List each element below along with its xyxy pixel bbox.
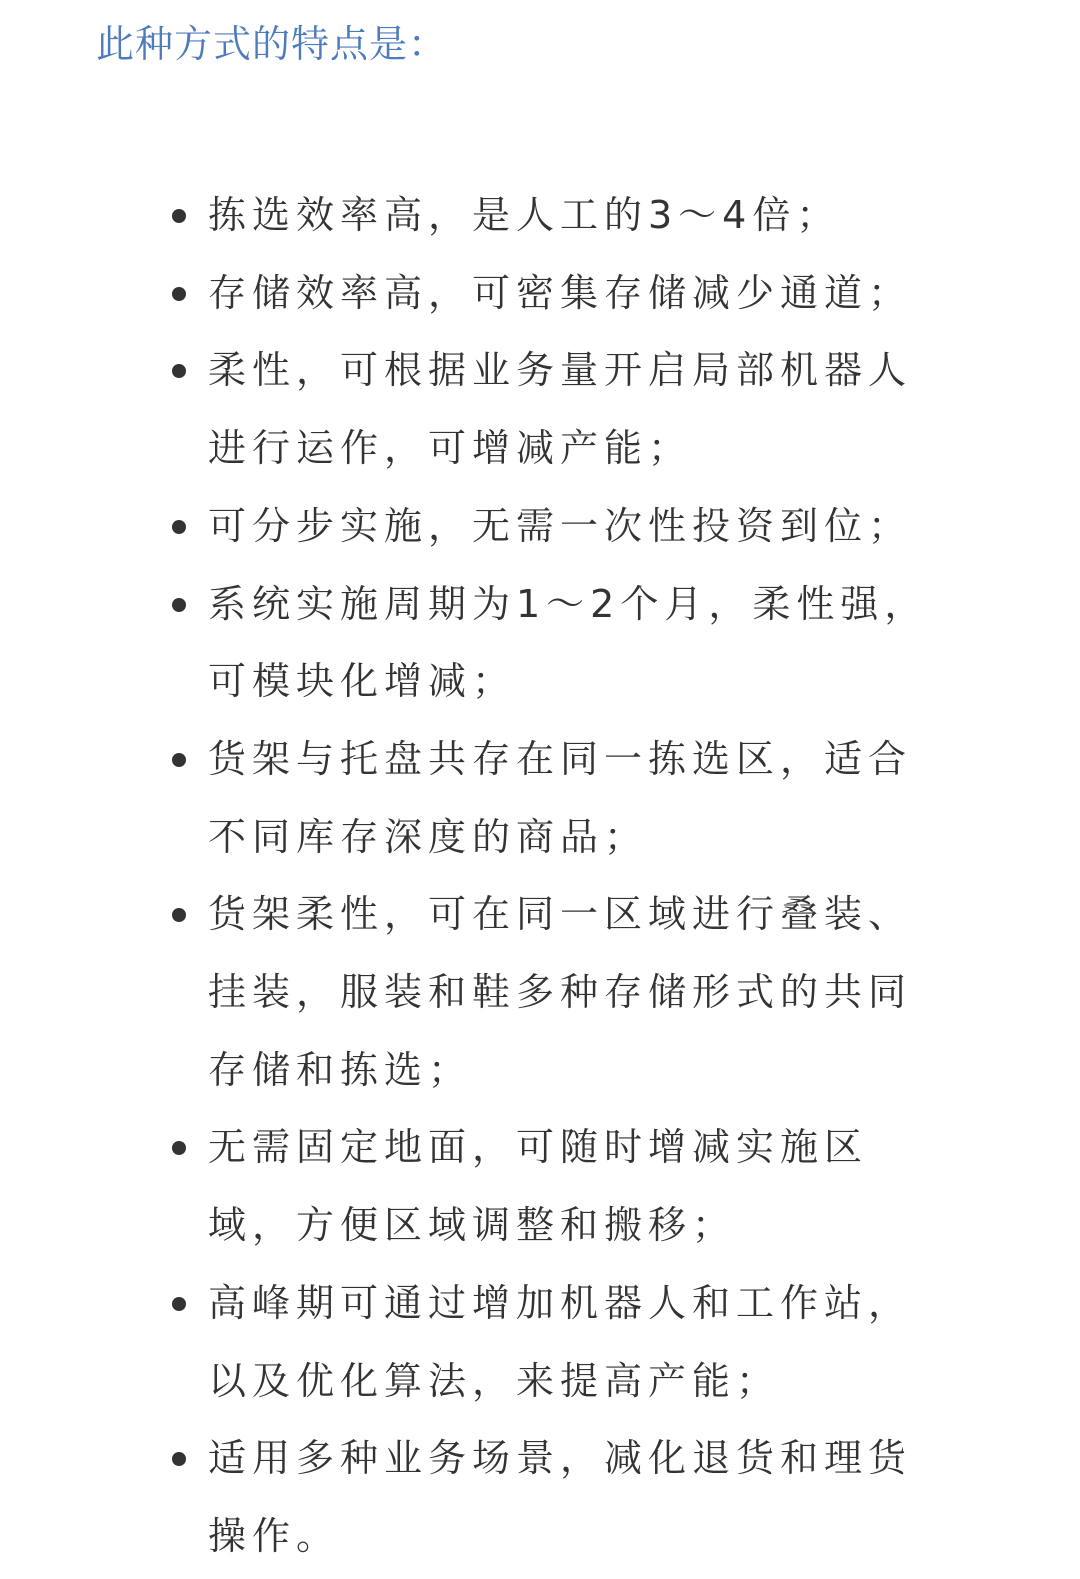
- bullet-icon: [172, 364, 186, 378]
- feature-text: 可模块化增减；: [208, 659, 517, 704]
- feature-item: [0, 876, 998, 1109]
- section-heading: 此种方式的特点是：: [96, 22, 448, 66]
- feature-item: [0, 566, 998, 721]
- feature-text: 货架柔性，可在同一区域进行叠装、: [208, 892, 913, 937]
- feature-text: 适用多种业务场景，减化退货和理货: [208, 1436, 913, 1481]
- feature-text: 货架与托盘共存在同一拣选区，适合: [208, 736, 913, 781]
- bullet-icon: [172, 1141, 186, 1155]
- feature-item: [0, 488, 998, 566]
- feature-text: 操作。: [208, 1513, 341, 1558]
- bullet-icon: [172, 209, 186, 223]
- bullet-icon: [172, 287, 186, 301]
- feature-text: 高峰期可通过增加机器人和工作站，: [208, 1280, 913, 1325]
- feature-text: 不同库存深度的商品；: [208, 814, 649, 859]
- bullet-icon: [172, 520, 186, 534]
- feature-list: [0, 177, 1080, 1576]
- feature-text: 挂装，服装和鞋多种存储形式的共同: [208, 970, 913, 1015]
- feature-item: [0, 1265, 998, 1420]
- feature-text: 拣选效率高，是人工的3～4倍；: [208, 193, 841, 237]
- feature-text: 存储效率高，可密集存储减少通道；: [208, 270, 913, 315]
- feature-item: [0, 332, 998, 487]
- feature-item: [0, 1109, 998, 1264]
- feature-text: 可分步实施，无需一次性投资到位；: [208, 503, 913, 548]
- feature-text: 无需固定地面，可随时增减实施区: [208, 1125, 869, 1170]
- feature-text: 存储和拣选；: [208, 1047, 473, 1092]
- feature-item: [0, 721, 998, 876]
- bullet-icon: [172, 598, 186, 612]
- feature-text: 系统实施周期为1～2个月，柔性强，: [208, 581, 929, 626]
- bullet-icon: [172, 908, 186, 922]
- feature-text: 柔性，可根据业务量开启局部机器人: [208, 348, 913, 393]
- feature-text: 以及优化算法，来提高产能；: [208, 1358, 781, 1403]
- bullet-icon: [172, 753, 186, 767]
- feature-item: [0, 255, 998, 333]
- feature-text: 进行运作，可增减产能；: [208, 426, 693, 471]
- feature-text: 域，方便区域调整和搬移；: [208, 1203, 737, 1248]
- bullet-icon: [172, 1452, 186, 1466]
- feature-item: [0, 1420, 998, 1575]
- feature-item: [0, 177, 998, 255]
- bullet-icon: [172, 1297, 186, 1311]
